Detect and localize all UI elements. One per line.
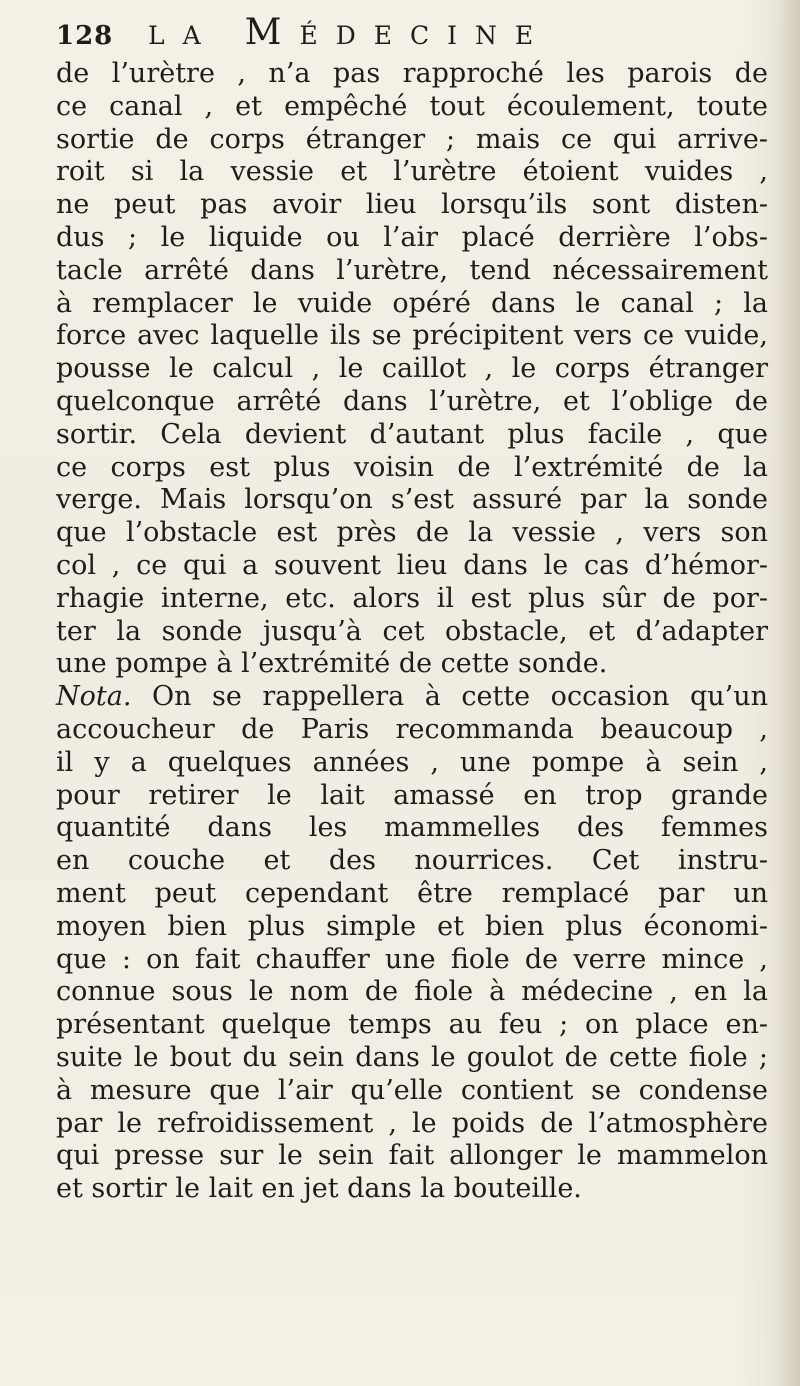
text-line: une pompe à l’extrémité de cette sonde. [56, 648, 608, 680]
text-line: roit si la vessie et l’urètre étoient vuides , [56, 156, 768, 188]
text-line: ce corps est plus voisin de l’extrémité de la [56, 451, 768, 483]
text-line: sortir. Cela devient d’autant plus facile , que [56, 418, 768, 450]
text-line: force avec laquelle ils se précipitent vers ce vuide, [56, 320, 768, 352]
text-line: rhagie interne, etc. alors il est plus sûr de por- [56, 582, 768, 614]
text-line: quantité dans les mammelles des femmes [56, 812, 768, 844]
running-title [148, 12, 551, 53]
text-line: tacle arrêté dans l’urètre, tend nécessairement [56, 254, 768, 286]
text-line: à mesure que l’air qu’elle contient se condense [56, 1074, 768, 1106]
text-line: verge. Mais lorsqu’on s’est assuré par la sonde [56, 484, 768, 516]
text-line: accoucheur de Paris recommanda beaucoup , [56, 713, 768, 745]
body-text [56, 58, 768, 1206]
text-line: connue sous le nom de fiole à médecine , en la [56, 976, 768, 1008]
text-line: suite le bout du sein dans le goulot de cette fiole ; [56, 1041, 768, 1073]
text-line: que l’obstacle est près de la vessie , vers son [56, 517, 768, 549]
text-line: pousse le calcul , le caillot , le corps étranger [56, 353, 768, 385]
text-line: ment peut cependant être remplacé par un [56, 877, 768, 909]
text-line: par le refroidissement , le poids de l’atmosphère [56, 1107, 768, 1139]
page-edge-shadow [778, 0, 800, 1386]
text-line: de l’urètre , n’a pas rapproché les parois de [56, 58, 768, 89]
text-line: en couche et des nourrices. Cet instru- [56, 845, 768, 877]
text-line: que : on fait chauffer une fiole de verre mince , [56, 943, 768, 975]
text-line: et sortir le lait en jet dans la bouteille. [56, 1173, 582, 1205]
nota-first-line-text: On se rappellera à cette occasion qu’un [131, 681, 768, 713]
running-head [56, 12, 756, 52]
text-line: sortie de corps étranger ; mais ce qui arrive- [56, 123, 768, 155]
text-line: à remplacer le vuide opéré dans le canal ; la [56, 287, 768, 319]
text-line: dus ; le liquide ou l’air placé derrière l’obs- [56, 221, 768, 253]
nota-label: Nota. [56, 681, 132, 713]
text-line: ce canal , et empêché tout écoulement, toute [56, 90, 768, 122]
text-line: qui presse sur le sein fait allonger le mammelon [56, 1140, 768, 1172]
text-line: ne peut pas avoir lieu lorsqu’ils sont disten- [56, 189, 768, 221]
text-line: col , ce qui a souvent lieu dans le cas d’hémor- [56, 549, 768, 581]
text-line: moyen bien plus simple et bien plus économi- [56, 910, 768, 942]
text-line: quelconque arrêté dans l’urètre, et l’oblige de [56, 385, 768, 417]
text-line: présentant quelque temps au feu ; on place en- [56, 1009, 768, 1041]
text-line: pour retirer le lait amassé en trop grande [56, 779, 768, 811]
text-line: il y a quelques années , une pompe à sein , [56, 746, 768, 778]
nota-first-line [56, 681, 768, 714]
running-title-initial: M [244, 12, 300, 53]
page-number: 128 [56, 21, 114, 51]
running-title-prefix: LA [148, 21, 219, 50]
running-title-rest: ÉDECINE [299, 21, 552, 50]
text-line: ter la sonde jusqu’à cet obstacle, et d’adapter [56, 615, 768, 647]
